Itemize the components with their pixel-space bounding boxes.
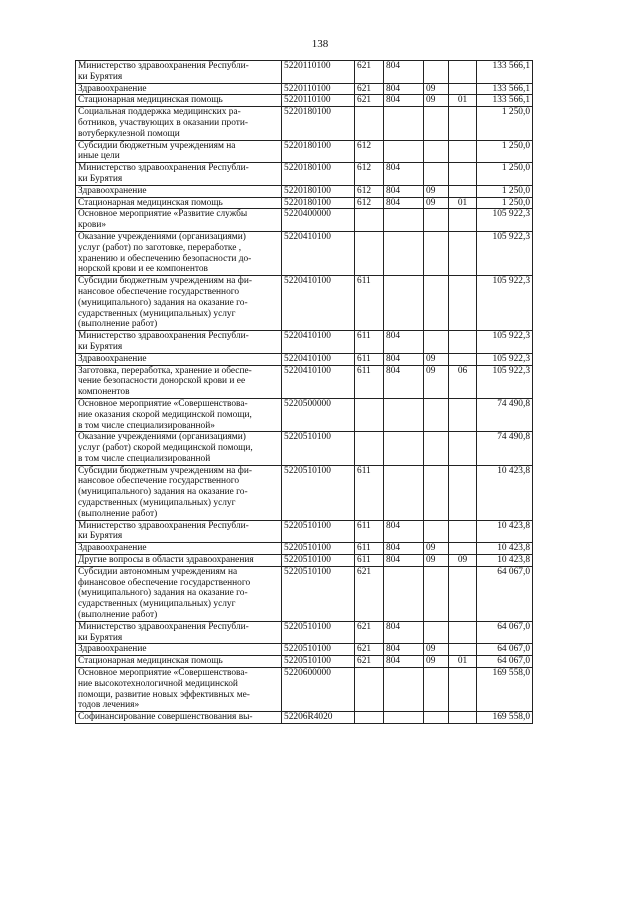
row-code-cell: 5220600000: [282, 668, 355, 712]
row-subsection-cell: [449, 566, 477, 621]
row-expense-type-cell: 621: [355, 621, 384, 644]
row-name-cell: Министерство здравоохранения Республи- ки Бурятия: [76, 61, 282, 84]
row-expense-type-cell: 611: [355, 555, 384, 567]
table-row: [76, 712, 533, 724]
row-section-cell: 09: [424, 555, 449, 567]
row-name-cell: Здравоохранение: [76, 353, 282, 365]
row-ministry-cell: 804: [384, 331, 424, 354]
row-section-cell: [424, 140, 449, 163]
row-subsection-cell: [449, 520, 477, 543]
row-code-cell: 5220110100: [282, 61, 355, 84]
row-code-cell: 5220500000: [282, 398, 355, 431]
row-amount-cell: 10 423,8: [477, 465, 533, 520]
table-row: [76, 668, 533, 712]
row-subsection-cell: [449, 83, 477, 95]
row-code-cell: 5220110100: [282, 95, 355, 107]
budget-table-body: [76, 61, 533, 724]
row-ministry-cell: [384, 107, 424, 140]
row-ministry-cell: [384, 140, 424, 163]
table-row: [76, 365, 533, 398]
row-amount-cell: 133 566,1: [477, 95, 533, 107]
row-subsection-cell: [449, 353, 477, 365]
row-subsection-cell: 09: [449, 555, 477, 567]
row-section-cell: 09: [424, 185, 449, 197]
row-name-cell: Здравоохранение: [76, 644, 282, 656]
row-expense-type-cell: 611: [355, 353, 384, 365]
row-amount-cell: 64 067,0: [477, 656, 533, 668]
row-section-cell: [424, 107, 449, 140]
row-ministry-cell: 804: [384, 621, 424, 644]
row-section-cell: [424, 231, 449, 275]
row-ministry-cell: [384, 465, 424, 520]
row-subsection-cell: [449, 668, 477, 712]
row-code-cell: 5220180100: [282, 163, 355, 186]
row-ministry-cell: [384, 668, 424, 712]
row-code-cell: 52206R4020: [282, 712, 355, 724]
row-expense-type-cell: 621: [355, 656, 384, 668]
row-section-cell: [424, 61, 449, 84]
row-ministry-cell: 804: [384, 83, 424, 95]
row-ministry-cell: 804: [384, 197, 424, 209]
row-amount-cell: 10 423,8: [477, 555, 533, 567]
row-amount-cell: 1 250,0: [477, 163, 533, 186]
row-name-cell: Субсидии бюджетным учреждениям на фи- нансовое обеспечение государственного (муниципального) задания на оказание го- сударственных (муниципальных) услуг (выполнение работ): [76, 465, 282, 520]
row-amount-cell: 105 922,3: [477, 353, 533, 365]
row-name-cell: Субсидии бюджетным учреждениям на иные цели: [76, 140, 282, 163]
row-section-cell: 09: [424, 95, 449, 107]
row-subsection-cell: 06: [449, 365, 477, 398]
row-name-cell: Министерство здравоохранения Республи- ки Бурятия: [76, 163, 282, 186]
row-ministry-cell: 804: [384, 555, 424, 567]
row-expense-type-cell: [355, 231, 384, 275]
table-row: [76, 276, 533, 331]
row-expense-type-cell: 621: [355, 61, 384, 84]
row-code-cell: 5220410100: [282, 331, 355, 354]
row-name-cell: Здравоохранение: [76, 83, 282, 95]
row-subsection-cell: [449, 331, 477, 354]
row-code-cell: 5220410100: [282, 276, 355, 331]
row-amount-cell: 1 250,0: [477, 140, 533, 163]
row-section-cell: [424, 621, 449, 644]
row-subsection-cell: 01: [449, 656, 477, 668]
row-subsection-cell: [449, 432, 477, 465]
row-ministry-cell: [384, 276, 424, 331]
table-row: [76, 209, 533, 232]
row-subsection-cell: [449, 185, 477, 197]
row-name-cell: Другие вопросы в области здравоохранения: [76, 555, 282, 567]
row-amount-cell: 105 922,3: [477, 209, 533, 232]
row-ministry-cell: [384, 566, 424, 621]
row-code-cell: 5220510100: [282, 566, 355, 621]
row-code-cell: 5220510100: [282, 432, 355, 465]
row-name-cell: Заготовка, переработка, хранение и обеспе- чение безопасности донорской крови и ее компонентов: [76, 365, 282, 398]
table-row: [76, 231, 533, 275]
row-expense-type-cell: 621: [355, 95, 384, 107]
row-expense-type-cell: 612: [355, 163, 384, 186]
table-row: [76, 83, 533, 95]
row-name-cell: Социальная поддержка медицинских ра- ботников, участвующих в оказании проти- вотуберкулезной помощи: [76, 107, 282, 140]
row-section-cell: 09: [424, 83, 449, 95]
row-subsection-cell: [449, 465, 477, 520]
row-ministry-cell: 804: [384, 163, 424, 186]
row-code-cell: 5220510100: [282, 520, 355, 543]
row-ministry-cell: [384, 231, 424, 275]
row-amount-cell: 10 423,8: [477, 520, 533, 543]
row-name-cell: Оказание учреждениями (организациями) услуг (работ) по заготовке, переработке , хранению и обеспечению безопасности до- норской крови и ее компонентов: [76, 231, 282, 275]
row-code-cell: 5220180100: [282, 107, 355, 140]
row-section-cell: [424, 209, 449, 232]
table-row: [76, 520, 533, 543]
row-expense-type-cell: 621: [355, 83, 384, 95]
row-amount-cell: 1 250,0: [477, 197, 533, 209]
row-section-cell: [424, 566, 449, 621]
table-row: [76, 566, 533, 621]
table-row: [76, 432, 533, 465]
row-subsection-cell: [449, 543, 477, 555]
table-row: [76, 555, 533, 567]
row-name-cell: Основное мероприятие «Совершенствова- ние высокотехнологичной медицинской помощи, развитие новых эффективных ме- тодов лечения»: [76, 668, 282, 712]
row-section-cell: [424, 668, 449, 712]
row-subsection-cell: [449, 398, 477, 431]
row-code-cell: 5220180100: [282, 140, 355, 163]
row-section-cell: 09: [424, 656, 449, 668]
row-code-cell: 5220110100: [282, 83, 355, 95]
row-expense-type-cell: 621: [355, 566, 384, 621]
row-expense-type-cell: 612: [355, 140, 384, 163]
row-code-cell: 5220510100: [282, 465, 355, 520]
table-row: [76, 95, 533, 107]
page-number: 138: [311, 38, 329, 50]
row-subsection-cell: [449, 209, 477, 232]
row-section-cell: [424, 465, 449, 520]
row-expense-type-cell: [355, 712, 384, 724]
table-row: [76, 644, 533, 656]
row-name-cell: Субсидии автономным учреждениям на финансовое обеспечение государственного (муниципального) задания на оказание го- сударственных (муниципальных) услуг (выполнение работ): [76, 566, 282, 621]
table-row: [76, 140, 533, 163]
row-name-cell: Основное мероприятие «Совершенствова- ние оказания скорой медицинской помощи, в том числе специализированной»: [76, 398, 282, 431]
row-amount-cell: 169 558,0: [477, 668, 533, 712]
row-name-cell: Стационарная медицинская помощь: [76, 197, 282, 209]
row-expense-type-cell: 611: [355, 331, 384, 354]
row-ministry-cell: [384, 398, 424, 431]
row-name-cell: Министерство здравоохранения Республи- ки Бурятия: [76, 520, 282, 543]
row-subsection-cell: 01: [449, 95, 477, 107]
row-section-cell: [424, 520, 449, 543]
row-amount-cell: 133 566,1: [477, 83, 533, 95]
row-name-cell: Министерство здравоохранения Республи- ки Бурятия: [76, 621, 282, 644]
row-expense-type-cell: 611: [355, 520, 384, 543]
row-ministry-cell: 804: [384, 520, 424, 543]
row-expense-type-cell: 611: [355, 276, 384, 331]
row-amount-cell: 64 067,0: [477, 621, 533, 644]
row-amount-cell: 1 250,0: [477, 185, 533, 197]
row-section-cell: [424, 712, 449, 724]
row-expense-type-cell: [355, 209, 384, 232]
row-expense-type-cell: 611: [355, 465, 384, 520]
table-row: [76, 398, 533, 431]
row-subsection-cell: [449, 231, 477, 275]
table-row: [76, 353, 533, 365]
table-row: [76, 331, 533, 354]
row-name-cell: Стационарная медицинская помощь: [76, 95, 282, 107]
row-subsection-cell: [449, 107, 477, 140]
row-expense-type-cell: 612: [355, 185, 384, 197]
row-section-cell: 09: [424, 197, 449, 209]
row-code-cell: 5220510100: [282, 555, 355, 567]
row-amount-cell: 10 423,8: [477, 543, 533, 555]
row-code-cell: 5220410100: [282, 231, 355, 275]
row-subsection-cell: [449, 644, 477, 656]
row-amount-cell: 105 922,3: [477, 365, 533, 398]
row-expense-type-cell: 621: [355, 644, 384, 656]
row-code-cell: 5220510100: [282, 621, 355, 644]
row-name-cell: Субсидии бюджетным учреждениям на фи- нансовое обеспечение государственного (муниципального) задания на оказание го- сударственных (муниципальных) услуг (выполнение работ): [76, 276, 282, 331]
row-section-cell: [424, 276, 449, 331]
row-expense-type-cell: 611: [355, 543, 384, 555]
row-code-cell: 5220180100: [282, 185, 355, 197]
row-code-cell: 5220410100: [282, 365, 355, 398]
row-amount-cell: 64 067,0: [477, 566, 533, 621]
row-amount-cell: 133 566,1: [477, 61, 533, 84]
row-expense-type-cell: 612: [355, 197, 384, 209]
row-ministry-cell: 804: [384, 543, 424, 555]
table-row: [76, 185, 533, 197]
row-code-cell: 5220410100: [282, 353, 355, 365]
row-name-cell: Оказание учреждениями (организациями) услуг (работ) скорой медицинской помощи, в том числе специализированной: [76, 432, 282, 465]
row-amount-cell: 105 922,3: [477, 276, 533, 331]
row-ministry-cell: 804: [384, 185, 424, 197]
row-ministry-cell: [384, 432, 424, 465]
row-section-cell: [424, 398, 449, 431]
row-section-cell: 09: [424, 644, 449, 656]
row-name-cell: Здравоохранение: [76, 543, 282, 555]
row-expense-type-cell: [355, 398, 384, 431]
row-name-cell: Софинансирование совершенствования вы-: [76, 712, 282, 724]
row-ministry-cell: 804: [384, 353, 424, 365]
row-name-cell: Стационарная медицинская помощь: [76, 656, 282, 668]
row-amount-cell: 64 067,0: [477, 644, 533, 656]
table-row: [76, 621, 533, 644]
row-code-cell: 5220510100: [282, 656, 355, 668]
row-code-cell: 5220180100: [282, 197, 355, 209]
row-expense-type-cell: [355, 432, 384, 465]
table-row: [76, 465, 533, 520]
row-amount-cell: 1 250,0: [477, 107, 533, 140]
row-ministry-cell: [384, 209, 424, 232]
row-expense-type-cell: 611: [355, 365, 384, 398]
row-subsection-cell: [449, 140, 477, 163]
row-ministry-cell: [384, 712, 424, 724]
row-ministry-cell: 804: [384, 95, 424, 107]
row-amount-cell: 105 922,3: [477, 331, 533, 354]
row-ministry-cell: 804: [384, 656, 424, 668]
row-ministry-cell: 804: [384, 61, 424, 84]
row-amount-cell: 74 490,8: [477, 398, 533, 431]
row-section-cell: 09: [424, 353, 449, 365]
row-section-cell: [424, 432, 449, 465]
row-name-cell: Министерство здравоохранения Республи- ки Бурятия: [76, 331, 282, 354]
row-subsection-cell: [449, 163, 477, 186]
row-amount-cell: 105 922,3: [477, 231, 533, 275]
row-subsection-cell: [449, 276, 477, 331]
row-code-cell: 5220510100: [282, 644, 355, 656]
table-row: [76, 107, 533, 140]
table-row: [76, 656, 533, 668]
row-subsection-cell: [449, 61, 477, 84]
row-expense-type-cell: [355, 107, 384, 140]
row-amount-cell: 169 558,0: [477, 712, 533, 724]
row-name-cell: Здравоохранение: [76, 185, 282, 197]
budget-table: [75, 60, 533, 724]
row-expense-type-cell: [355, 668, 384, 712]
row-section-cell: 09: [424, 365, 449, 398]
row-code-cell: 5220400000: [282, 209, 355, 232]
table-row: [76, 61, 533, 84]
row-code-cell: 5220510100: [282, 543, 355, 555]
table-row: [76, 163, 533, 186]
row-ministry-cell: 804: [384, 365, 424, 398]
row-name-cell: Основное мероприятие «Развитие службы крови»: [76, 209, 282, 232]
table-row: [76, 197, 533, 209]
row-subsection-cell: [449, 621, 477, 644]
row-section-cell: [424, 331, 449, 354]
row-subsection-cell: [449, 712, 477, 724]
table-row: [76, 543, 533, 555]
row-ministry-cell: 804: [384, 644, 424, 656]
row-amount-cell: 74 490,8: [477, 432, 533, 465]
row-section-cell: 09: [424, 543, 449, 555]
row-section-cell: [424, 163, 449, 186]
row-subsection-cell: 01: [449, 197, 477, 209]
